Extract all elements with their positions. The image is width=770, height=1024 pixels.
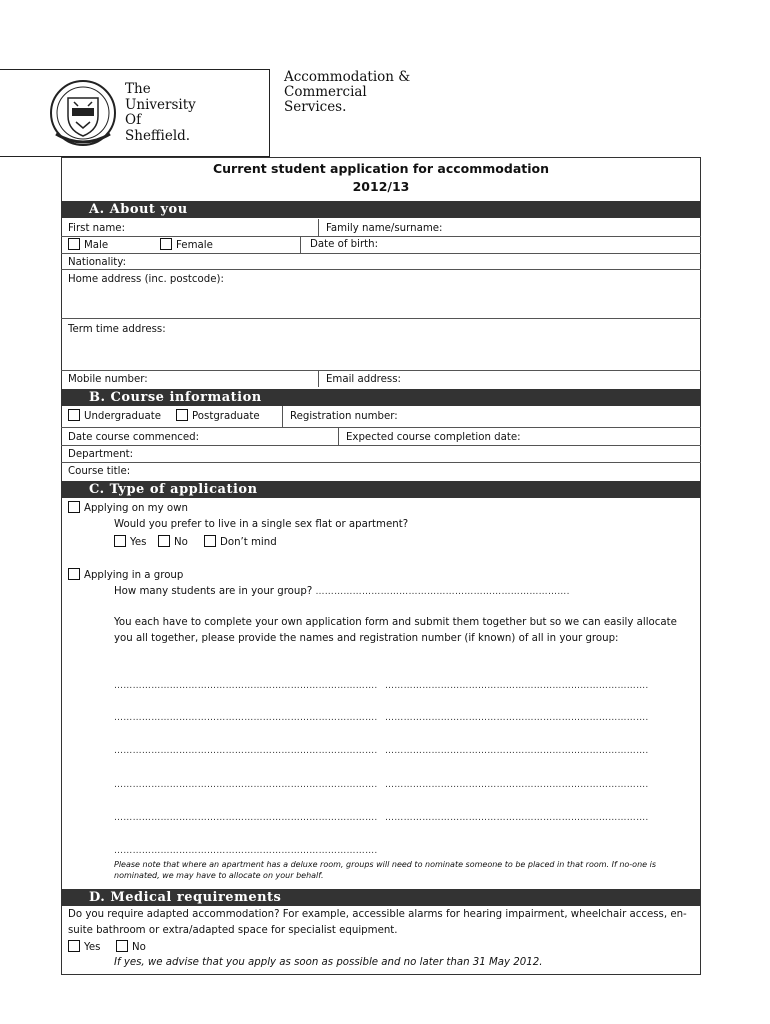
- group-member-field[interactable]: ………………………………………………………………………….: [114, 813, 378, 823]
- single-sex-no-checkbox[interactable]: [158, 535, 170, 547]
- department-name: Accommodation & Commercial Services.: [284, 69, 411, 115]
- deluxe-room-note: Please note that where an apartment has a deluxe room, groups will need to nominate someone to be placed in that room. If no-one is nominated, we may have to allocate on your behalf.: [114, 860, 656, 880]
- group-member-field[interactable]: ………………………………………………………………………….: [114, 746, 378, 756]
- section-a-heading: A. About you: [61, 201, 701, 218]
- university-crest-icon: [48, 78, 118, 148]
- group-member-field[interactable]: ………………………………………………………………………….: [385, 746, 649, 756]
- group-size-question: How many students are in your group? ……………………………………………………………………….: [114, 586, 570, 597]
- home-address-label: Home address (inc. postcode):: [68, 274, 224, 285]
- medical-yes-checkbox[interactable]: [68, 940, 80, 952]
- group-member-field[interactable]: ………………………………………………………………………….: [385, 681, 649, 691]
- form-title: Current student application for accommodation 2012/13: [212, 161, 550, 194]
- postgraduate-checkbox[interactable]: [176, 409, 188, 421]
- dob-label: Date of birth:: [310, 239, 379, 250]
- expected-completion-label: Expected course completion date:: [346, 432, 521, 443]
- medical-no-option[interactable]: No: [116, 940, 146, 954]
- male-option[interactable]: Male: [68, 238, 108, 252]
- group-size-field[interactable]: ……………………………………………………………………….: [315, 587, 570, 597]
- undergraduate-option[interactable]: Undergraduate: [68, 409, 161, 423]
- family-name-label: Family name/surname:: [326, 223, 443, 234]
- applying-own-checkbox[interactable]: [68, 501, 80, 513]
- course-title-label: Course title:: [68, 466, 131, 477]
- medical-advice: If yes, we advise that you apply as soon as possible and no later than 31 May 2012.: [114, 957, 543, 968]
- female-option[interactable]: Female: [160, 238, 213, 252]
- postgraduate-option[interactable]: Postgraduate: [176, 409, 260, 423]
- group-member-field[interactable]: ………………………………………………………………………….: [114, 846, 378, 856]
- single-sex-no-option[interactable]: No: [158, 535, 188, 549]
- section-b-heading: B. Course information: [61, 389, 701, 406]
- single-sex-question: Would you prefer to live in a single sex flat or apartment?: [114, 519, 409, 530]
- university-name: The University Of Sheffield.: [125, 81, 196, 144]
- medical-question: Do you require adapted accommodation? For example, accessible alarms for hearing impairment, wheelchair access, en-suite bathroom or extra/adapted space for specialist equipment.: [68, 909, 687, 936]
- registration-label: Registration number:: [290, 411, 398, 422]
- female-checkbox[interactable]: [160, 238, 172, 250]
- applying-own-option[interactable]: Applying on my own: [68, 501, 188, 515]
- term-address-label: Term time address:: [68, 324, 166, 335]
- group-member-field[interactable]: ………………………………………………………………………….: [114, 713, 378, 723]
- section-d-heading: D. Medical requirements: [61, 889, 701, 906]
- group-instructions: You each have to complete your own application form and submit them together but so we can easily allocate you all together, please provide the names and registration number (if known) of all in your group:: [114, 617, 677, 644]
- dont-mind-checkbox[interactable]: [204, 535, 216, 547]
- undergraduate-checkbox[interactable]: [68, 409, 80, 421]
- medical-no-checkbox[interactable]: [116, 940, 128, 952]
- first-name-label: First name:: [68, 223, 126, 234]
- department-label: Department:: [68, 449, 134, 460]
- mobile-label: Mobile number:: [68, 374, 148, 385]
- medical-yes-option[interactable]: Yes: [68, 940, 100, 954]
- single-sex-yes-option[interactable]: Yes: [114, 535, 146, 549]
- group-member-field[interactable]: ………………………………………………………………………….: [114, 780, 378, 790]
- male-checkbox[interactable]: [68, 238, 80, 250]
- date-commenced-label: Date course commenced:: [68, 432, 200, 443]
- group-member-field[interactable]: ………………………………………………………………………….: [114, 681, 378, 691]
- applying-group-checkbox[interactable]: [68, 568, 80, 580]
- applying-group-option[interactable]: Applying in a group: [68, 568, 183, 582]
- group-member-field[interactable]: ………………………………………………………………………….: [385, 780, 649, 790]
- dont-mind-option[interactable]: Don’t mind: [204, 535, 277, 549]
- email-label: Email address:: [326, 374, 401, 385]
- group-member-field[interactable]: ………………………………………………………………………….: [385, 713, 649, 723]
- single-sex-yes-checkbox[interactable]: [114, 535, 126, 547]
- group-member-field[interactable]: ………………………………………………………………………….: [385, 813, 649, 823]
- nationality-label: Nationality:: [68, 257, 126, 268]
- section-c-heading: C. Type of application: [61, 481, 701, 498]
